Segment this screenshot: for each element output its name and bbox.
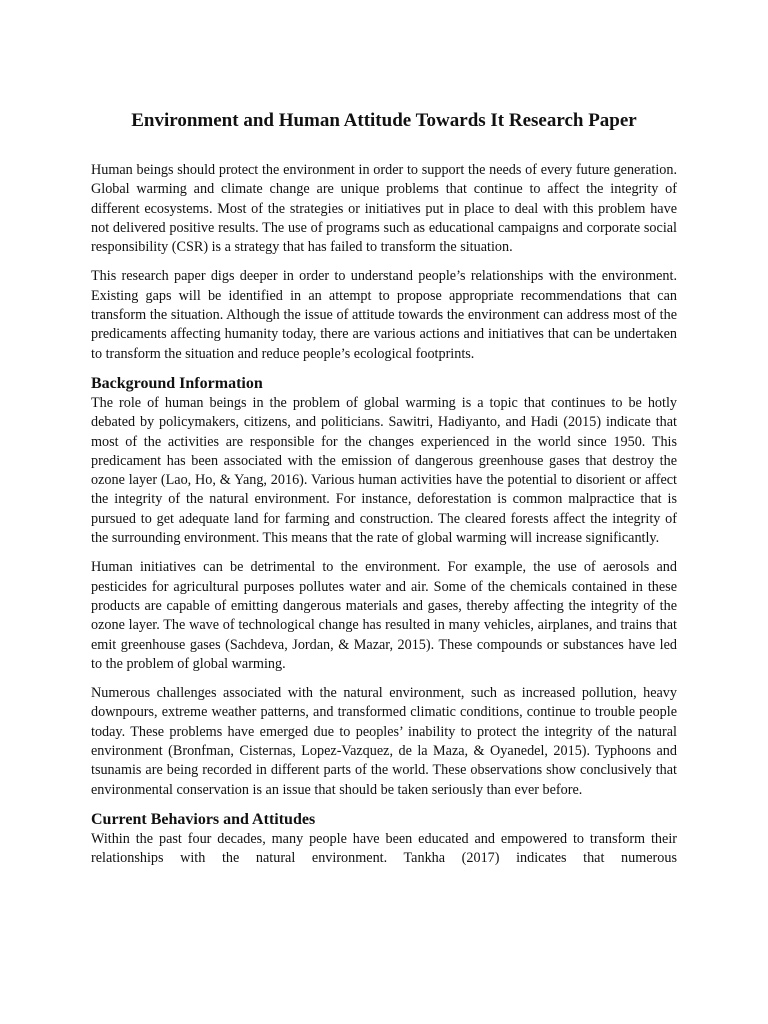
background-paragraph-2: Human initiatives can be detrimental to the environment. For example, the use of aerosols and pesticides for agricultural purposes pollutes water and air. Some of the chemicals contained in these products are capable of emitting dangerous materials and gases, thereby affecting the integrity of the ozone layer. The wave of technological change has resulted in many vehicles, airplanes, and trains that emit greenhouse gases (Sachdeva, Jordan, & Mazar, 2015). These compounds or substances have led to the problem of global warming. — [91, 559, 677, 672]
section-heading-background: Background Information — [91, 374, 263, 392]
document-title: Environment and Human Attitude Towards It Research Paper — [131, 110, 637, 131]
section-heading-current-behaviors: Current Behaviors and Attitudes — [91, 810, 316, 828]
background-paragraph-3: Numerous challenges associated with the natural environment, such as increased pollution, heavy downpours, extreme weather patterns, and transformed climatic conditions, continue to trouble people today. These problems have emerged due to peoples’ inability to protect the integrity of the natural environment (Bronfman, Cisternas, Lopez-Vazquez, de la Maza, & Oyanedel, 2015). Typhoons and tsunamis are being recorded in different parts of the world. These observations show conclusively that environmental conservation is an issue that should be taken seriously than ever before. — [91, 685, 677, 798]
document-page — [91, 0, 677, 869]
intro-paragraph-1: Human beings should protect the environment in order to support the needs of every future generation. Global warming and climate change are unique problems that continue to affect the integrity of different ecosystems. Most of the strategies or initiatives put in place to deal with this problem have not delivered positive results. The use of programs such as educational campaigns and corporate social responsibility (CSR) is a strategy that has failed to transform the situation. — [91, 162, 677, 256]
intro-paragraph-2: This research paper digs deeper in order to understand people’s relationships with the environment. Existing gaps will be identified in an attempt to propose appropriate recommendations that can transform the situation. Although the issue of attitude towards the environment can address most of the predicaments affecting humanity today, there are various actions and initiatives that can be undertaken to transform the situation and reduce people’s ecological footprints. — [91, 268, 677, 362]
current-behaviors-paragraph-1: Within the past four decades, many people have been educated and empowered to transform their relationships with the natural environment. Tankha (2017) indicates that numerous — [91, 830, 677, 867]
background-paragraph-1: The role of human beings in the problem of global warming is a topic that continues to be hotly debated by policymakers, citizens, and politicians. Sawitri, Hadiyanto, and Hadi (2015) indicate that most of the activities are responsible for the changes experienced in the world since 1950. This predicament has been associated with the emission of dangerous greenhouse gases that destroy the ozone layer (Lao, Ho, & Yang, 2016). Various human activities have the potential to disorient or affect the integrity of the natural environment. For instance, deforestation is common malpractice that is pursued to get adequate land for farming and construction. The cleared forests affect the integrity of the surrounding environment. This means that the rate of global warming will increase significantly. — [91, 394, 677, 547]
